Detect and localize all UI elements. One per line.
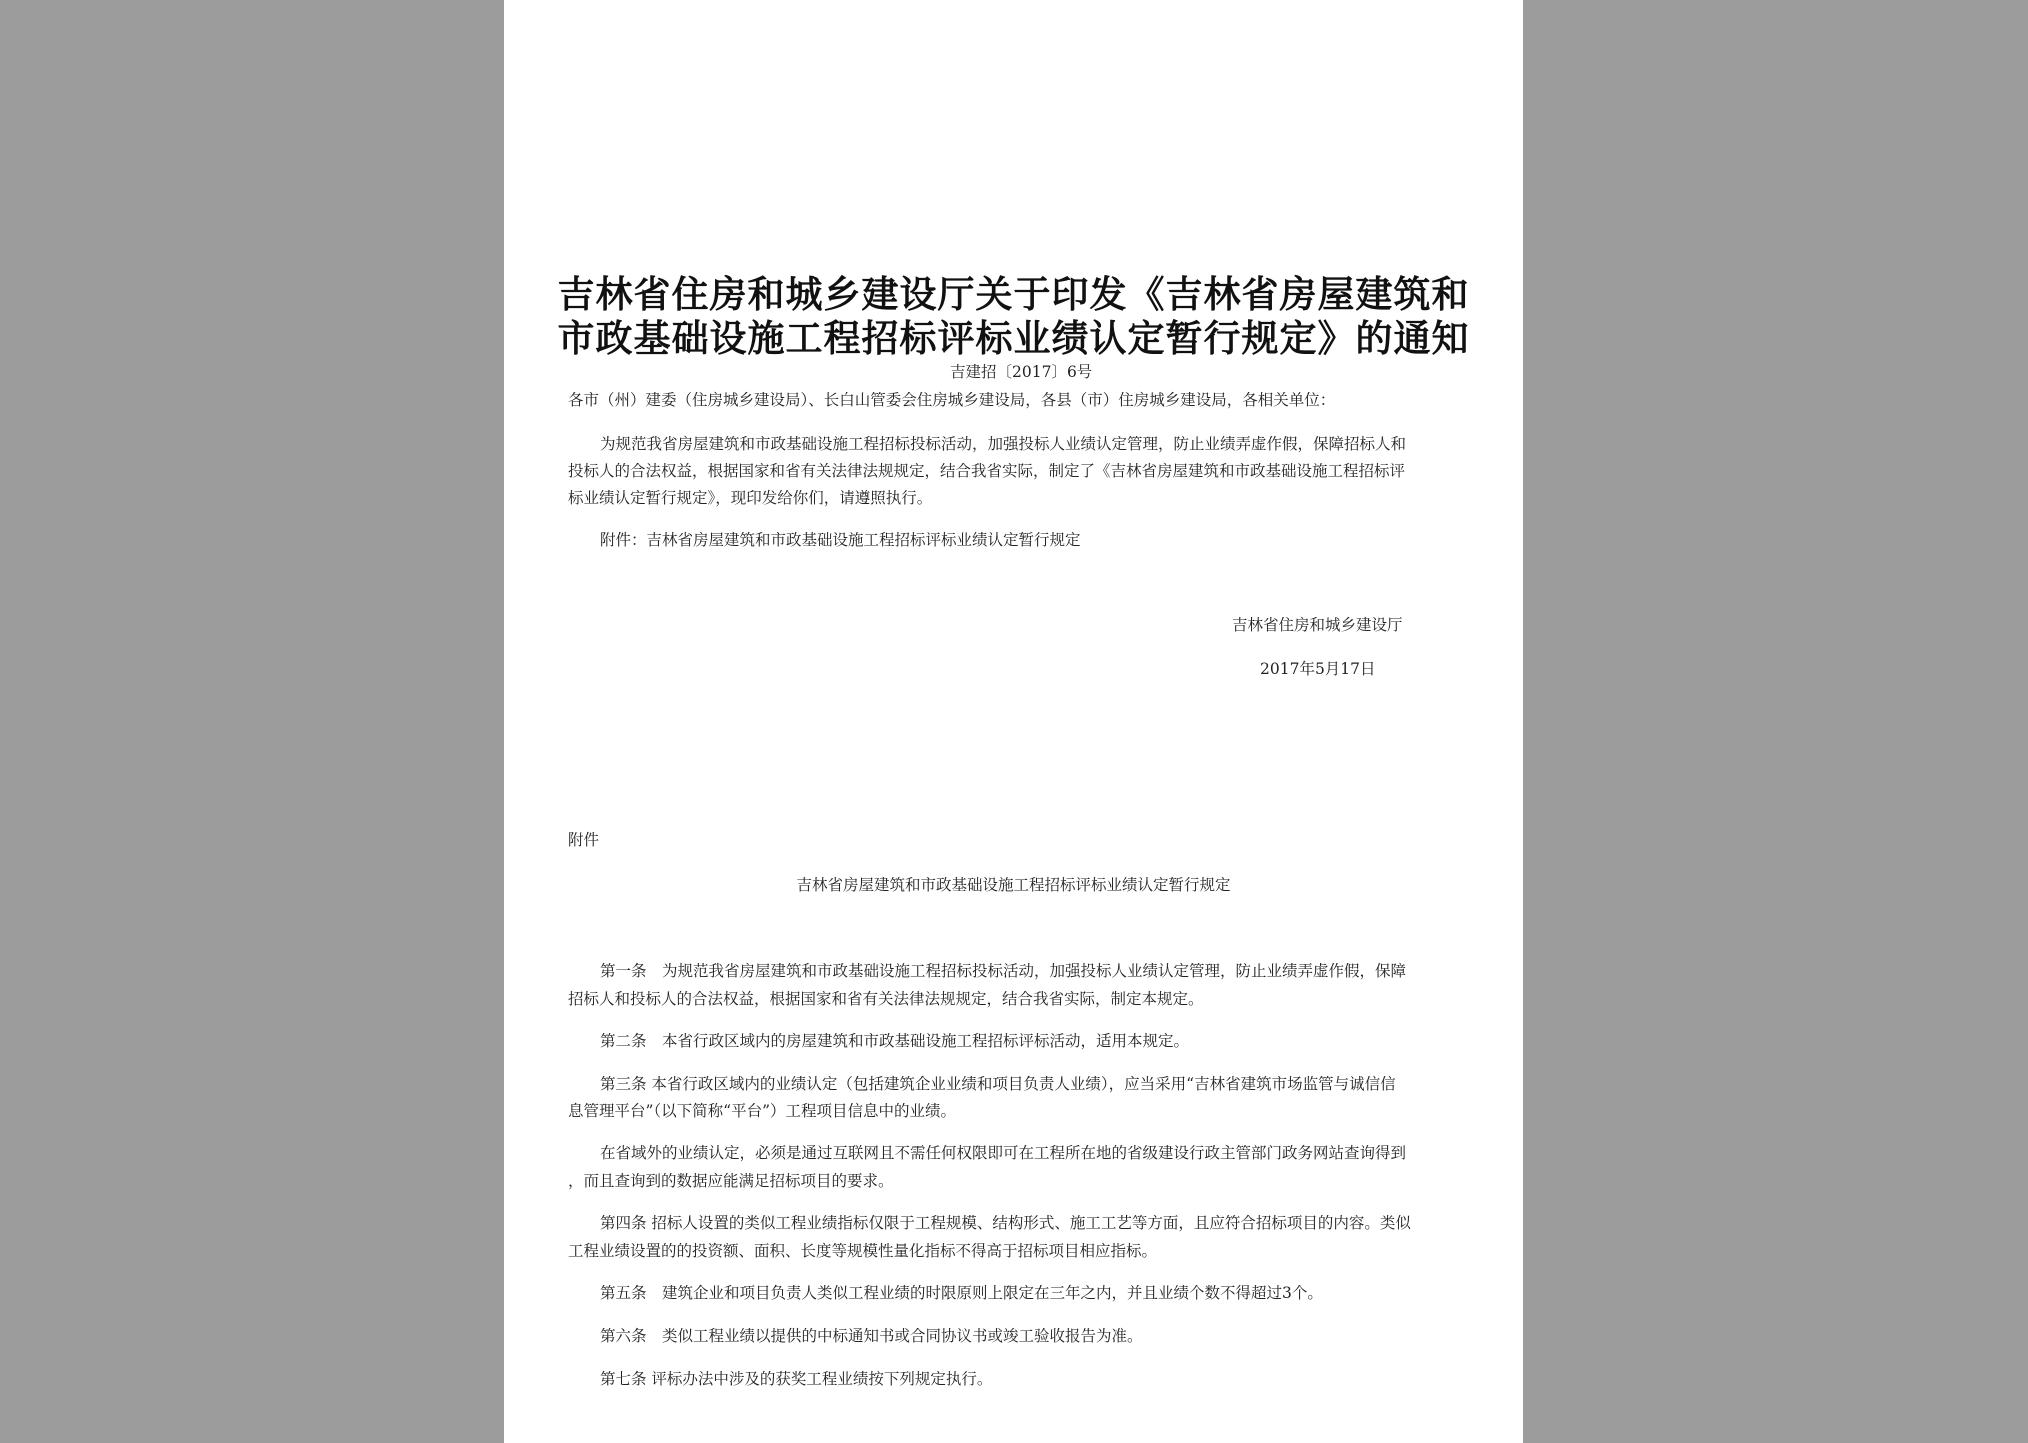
body-line-2: 投标人的合法权益，根据国家和省有关法律法规规定，结合我省实际，制定了《吉林省房屋建筑和市政基础设施工程招标评	[568, 462, 1406, 480]
attachment-title: 吉林省房屋建筑和市政基础设施工程招标评标业绩认定暂行规定	[796, 876, 1231, 894]
article-5: 第五条 建筑企业和项目负责人类似工程业绩的时限原则上限定在三年之内，并且业绩个数不得超过3个。	[600, 1284, 1323, 1302]
body-line-1: 为规范我省房屋建筑和市政基础设施工程招标投标活动，加强投标人业绩认定管理，防止业绩弄虚作假，保障招标人和	[600, 435, 1407, 453]
article-6: 第六条 类似工程业绩以提供的中标通知书或合同协议书或竣工验收报告为准。	[600, 1327, 1143, 1345]
addressee: 各市（州）建委（住房城乡建设局）、长白山管委会住房城乡建设局，各县（市）住房城乡建设局，各相关单位：	[568, 391, 1336, 409]
issue-date: 2017年5月17日	[1260, 660, 1376, 678]
article-3b-line-1: 在省域外的业绩认定，必须是通过互联网且不需任何权限即可在工程所在地的省级建设行政主管部门政务网站查询得到	[600, 1144, 1407, 1162]
article-3b-line-2: ，而且查询到的数据应能满足招标项目的要求。	[568, 1172, 894, 1190]
document-page	[504, 0, 1523, 1443]
notice-title-line-1: 吉林省住房和城乡建设厅关于印发《吉林省房屋建筑和	[557, 273, 1470, 316]
article-1-line-2: 招标人和投标人的合法权益，根据国家和省有关法律法规规定，结合我省实际，制定本规定。	[568, 990, 1204, 1008]
article-2: 第二条 本省行政区域内的房屋建筑和市政基础设施工程招标评标活动，适用本规定。	[600, 1032, 1190, 1050]
article-3-line-1: 第三条 本省行政区域内的业绩认定（包括建筑企业业绩和项目负责人业绩），应当采用“吉林省建筑市场监管与诚信信	[600, 1075, 1396, 1093]
document-number: 吉建招〔2017〕6号	[950, 363, 1093, 381]
body-line-3: 标业绩认定暂行规定》，现印发给你们，请遵照执行。	[568, 489, 933, 507]
article-3-line-2: 息管理平台”（以下简称“平台”）工程项目信息中的业绩。	[568, 1102, 957, 1120]
article-4-line-2: 工程业绩设置的的投资额、面积、长度等规模性量化指标不得高于招标项目相应指标。	[568, 1242, 1158, 1260]
notice-title-line-2: 市政基础设施工程招标评标业绩认定暂行规定》的通知	[557, 317, 1470, 360]
article-7: 第七条 评标办法中涉及的获奖工程业绩按下列规定执行。	[600, 1370, 993, 1388]
signer: 吉林省住房和城乡建设厅	[1232, 616, 1403, 634]
attachment-heading: 附件	[568, 831, 600, 849]
article-1-line-1: 第一条 为规范我省房屋建筑和市政基础设施工程招标投标活动，加强投标人业绩认定管理，防止业绩弄虚作假，保障	[600, 962, 1407, 980]
article-4-line-1: 第四条 招标人设置的类似工程业绩指标仅限于工程规模、结构形式、施工工艺等方面，且应符合招标项目的内容。类似	[600, 1214, 1411, 1232]
attachment-note: 附件：吉林省房屋建筑和市政基础设施工程招标评标业绩认定暂行规定	[600, 531, 1081, 549]
